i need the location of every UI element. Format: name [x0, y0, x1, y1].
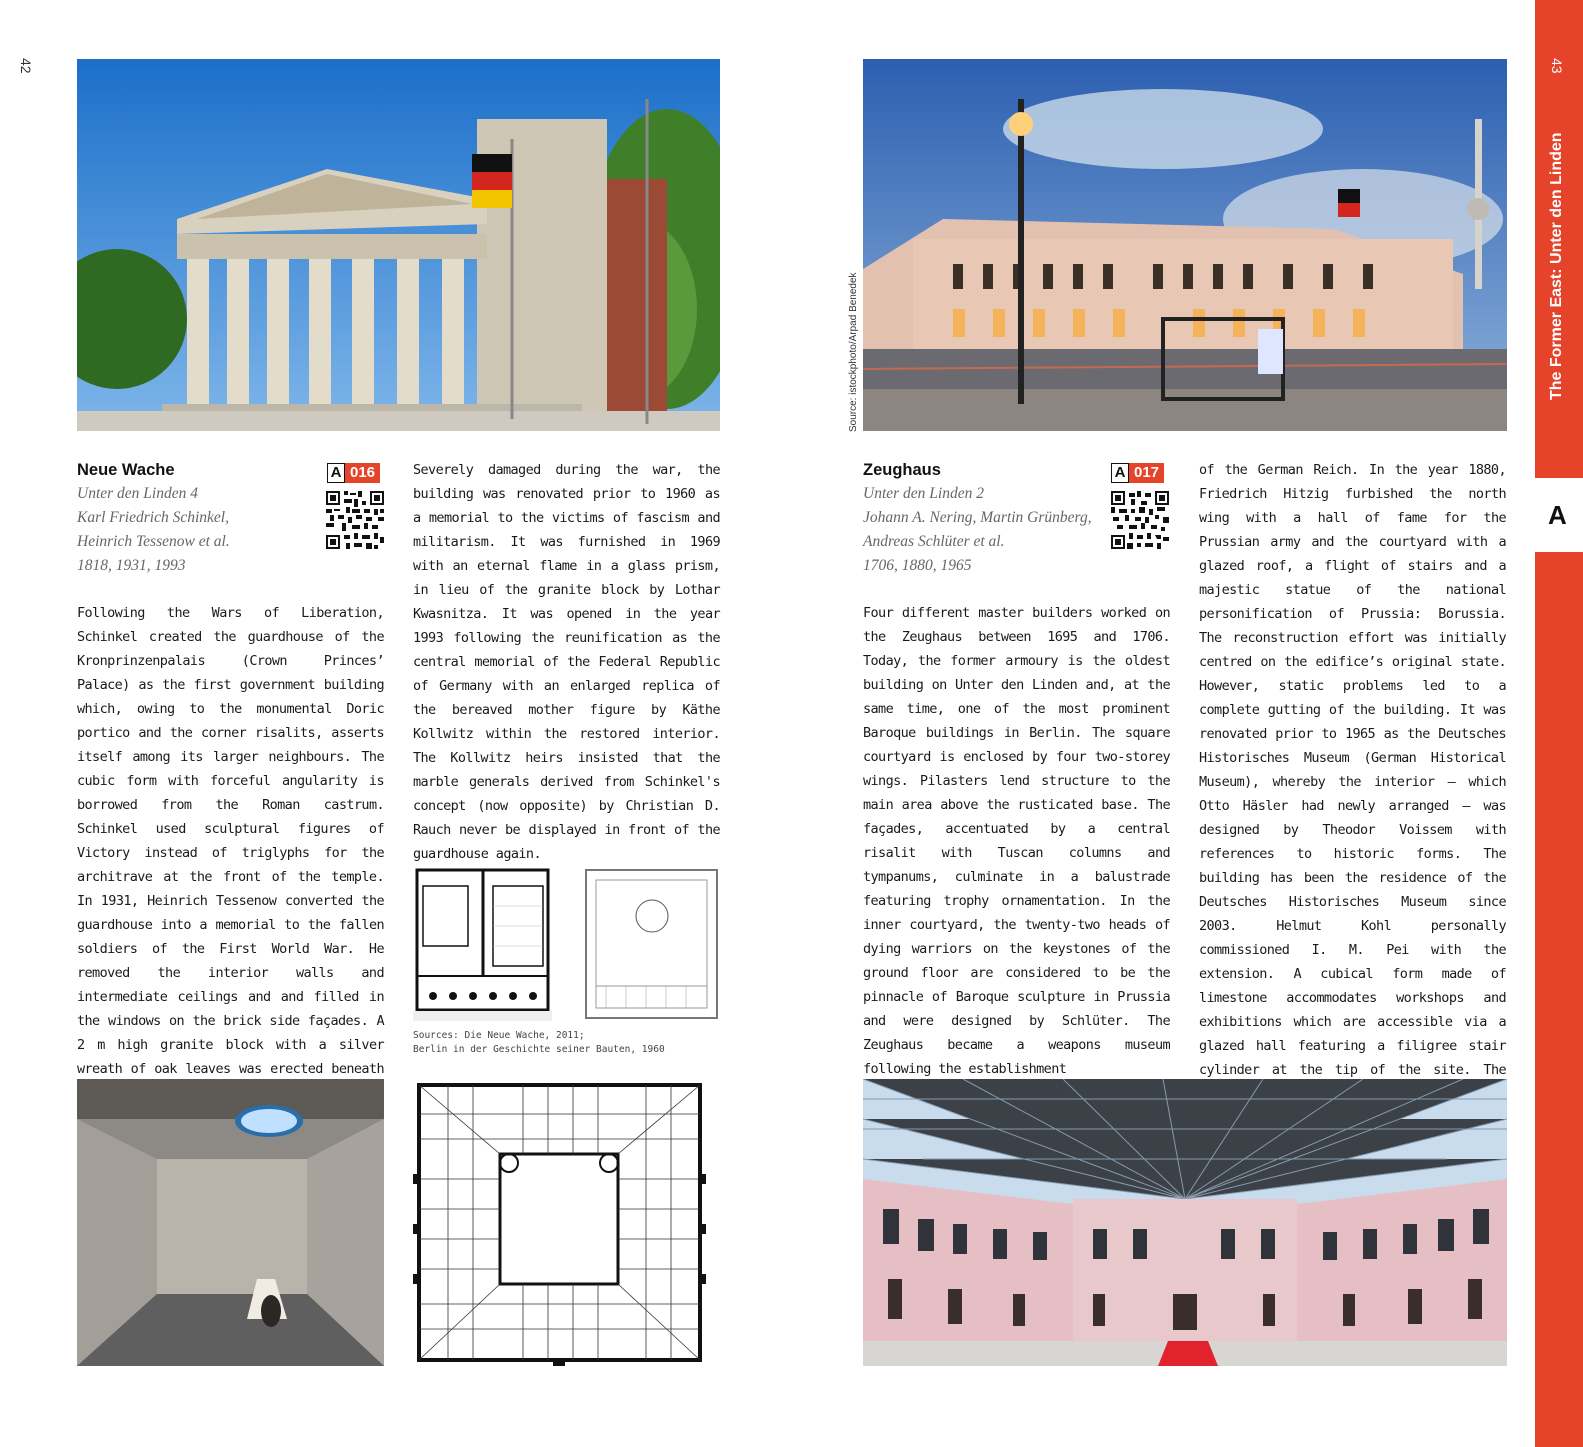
- zeughaus-photo: [863, 59, 1507, 431]
- qr-code-a016[interactable]: [326, 491, 384, 549]
- page-number-right: 43: [1549, 58, 1565, 74]
- entry-meta-a017: [863, 482, 1092, 578]
- side-tab-section: [1535, 0, 1583, 478]
- code-number: 016: [345, 463, 380, 483]
- years: 1706, 1880, 1965: [863, 557, 972, 574]
- architect-line: Karl Friedrich Schinkel,: [77, 509, 229, 526]
- body-column-a016-2: Severely damaged during the war, the building was renovated prior to 1960 as a memorial to the victims of fascism and militarism. It was furnished in 1969 with an eternal flame in a glass prism, in lieu of the granite block by Lothar Kwasnitza. It was opened in the year 1993 following the reunification as the central memorial of the Federal Republic of Germany with an enlarged replica of the bereaved mother figure by Käthe Kollwitz within the restored interior. The Kollwitz heirs insisted that the marble generals derived from Schinkel's concept (now opposite) by Christian D. Rauch never be displayed in front of the guardhouse again.: [413, 462, 720, 862]
- body-column-a017-2: of the German Reich. In the year 1880, Friedrich Hitzig furbished the north wing with a hall of fame for the Prussian army and the courtyard with a glazed roof, a flight of stairs and a majestic statue of the national personification of Prussia: Borussia. The reconstruction effort was initially centred on the edifice’s original state. However, static problems led to a complete gutting of the building. It was renovated prior to 1965 as the Deutsches Historisches Museum (German Historical Museum), whereby the interior – which Otto Häsler had newly arranged – was designed by Theodor Voissem with references to historic forms. The building has been the residence of the Deutsches Historisches Museum since 2003. Helmut Kohl personally commissioned I. M. Pei with the extension. A cubical form made of limestone accommodates workshops and exhibitions which are accessible via a glazed hall featuring a filigree stair cylinder at the tip of the site. The: [1199, 462, 1506, 1078]
- plan-caption: [413, 1029, 665, 1057]
- neue-wache-interior-photo: [77, 1079, 384, 1366]
- body-column-a017-1: Four different master builders worked on the Zeughaus between 1695 and 1706. Today, the former armoury is the oldest building on Unter den Linden and, at the same time, one of the most prominent Baroque buildings in Berlin. The square courtyard is enclosed by four two-storey wings. Pilasters lend structure to the main area above the rusticated base. The façades, accentuated by a central risalit with Tuscan columns and tympanums, culminate in a balustrade featuring trophy ornamentation. In the inner courtyard, the twenty-two heads of dying warriors on the keystones of the ground floor are considered to be the pinnacle of Baroque sculpture in Prussia and were designed by Schlüter. The Zeughaus became a weapons museum following the establishment: [863, 605, 1170, 1077]
- years: 1818, 1931, 1993: [77, 557, 186, 574]
- location-code-a016: [327, 463, 380, 483]
- section-drawing: [582, 866, 721, 1022]
- code-number: 017: [1129, 463, 1164, 483]
- caption-line-1: Sources: Die Neue Wache, 2011;: [413, 1030, 585, 1041]
- address: Unter den Linden 4: [77, 485, 198, 502]
- entry-title-zeughaus: Zeughaus: [863, 461, 941, 479]
- section-title: The Former East: Unter den Linden: [1548, 132, 1565, 400]
- zeughaus-floor-plan: [413, 1079, 706, 1366]
- qr-code-a017[interactable]: [1111, 491, 1169, 549]
- floor-plan-drawing: [413, 866, 552, 1022]
- address: Unter den Linden 2: [863, 485, 984, 502]
- caption-line-2: Berlin in der Geschichte seiner Bauten, 1960: [413, 1044, 665, 1055]
- architect-line: Andreas Schlüter et al.: [863, 533, 1005, 550]
- photo-source-credit: Source: istockphoto/Arpad Benedek: [848, 272, 859, 432]
- zeughaus-courtyard-photo: [863, 1079, 1507, 1366]
- side-tab-lower: [1535, 552, 1583, 1447]
- location-code-a017: [1111, 463, 1164, 483]
- code-letter: A: [327, 463, 345, 483]
- page-number-left: 42: [18, 58, 34, 74]
- code-letter: A: [1111, 463, 1129, 483]
- section-letter: A: [1548, 500, 1567, 530]
- architect-line: Heinrich Tessenow et al.: [77, 533, 230, 550]
- neue-wache-photo: [77, 59, 720, 431]
- architect-line: Johann A. Nering, Martin Grünberg,: [863, 509, 1092, 526]
- entry-title-neue-wache: Neue Wache: [77, 461, 175, 479]
- body-column-a016-1: Following the Wars of Liberation, Schinkel created the guardhouse of the Kronprinzenpalais (Crown Princes’ Palace) as the first government building which, owing to the monumental Doric portico and the corner risalits, asserts itself among its larger neighbours. The cubic form with forceful angularity is borrowed from the Roman castrum. Schinkel used sculptural figures of Victory instead of triglyphs for the architrave at the front of the temple. In 1931, Heinrich Tessenow converted the guardhouse into a memorial to the fallen soldiers of the First World War. He removed the interior walls and intermediate ceilings and and filled in the windows on the brick side façades. A 2 m high granite block with a silver wreath of oak leaves was erected beneath: [77, 605, 384, 1077]
- entry-meta-a016: [77, 482, 230, 578]
